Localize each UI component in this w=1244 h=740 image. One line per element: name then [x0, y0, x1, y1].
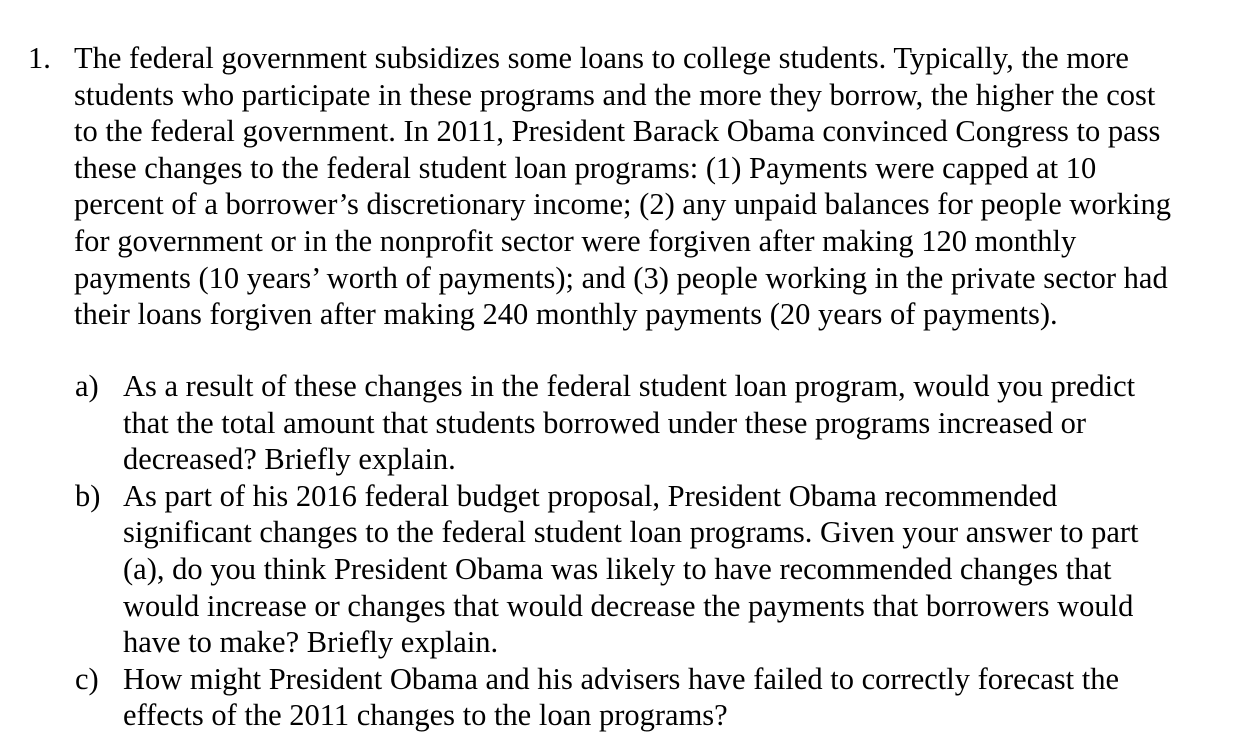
sub-question-b — [75, 478, 1225, 661]
sub-question-line: As part of his 2016 federal budget proposal, President Obama recommended — [123, 478, 1058, 513]
sub-question-line: decreased? Briefly explain. — [123, 442, 456, 477]
sub-question-line: have to make? Briefly explain. — [123, 625, 499, 660]
sub-question-line: As a result of these changes in the federal student loan program, would you predict — [123, 369, 1136, 403]
sub-question-line: would increase or changes that would decrease the payments that borrowers would — [123, 588, 1134, 623]
question-text — [74, 40, 1232, 333]
question-line: payments (10 years’ worth of payments); and (3) people working in the private sector had — [74, 260, 1168, 295]
sub-question-line: How might President Obama and his advisers have failed to correctly forecast the — [123, 661, 1120, 696]
question-line: for government or in the nonprofit sector were forgiven after making 120 monthly — [74, 223, 1077, 258]
question-line: The federal government subsidizes some loans to college students. Typically, the more — [74, 41, 1129, 75]
question-line: their loans forgiven after making 240 monthly payments (20 years of payments). — [74, 297, 1058, 332]
question-line: students who participate in these programs and the more they borrow, the higher the cost — [74, 77, 1156, 112]
sub-question-line: significant changes to the federal student loan programs. Given your answer to part — [123, 515, 1139, 550]
question-line: to the federal government. In 2011, President Barack Obama convinced Congress to pass — [74, 114, 1161, 149]
sub-question-a — [75, 368, 1225, 478]
sub-question-label: a) — [75, 369, 99, 403]
sub-question-line: (a), do you think President Obama was likely to have recommended changes that — [123, 551, 1112, 586]
sub-question-c — [75, 661, 1225, 734]
question-line: percent of a borrower’s discretionary income; (2) any unpaid balances for people working — [74, 187, 1172, 222]
sub-question-line: that the total amount that students borrowed under these programs increased or — [123, 405, 1087, 440]
sub-question-line: effects of the 2011 changes to the loan programs? — [123, 698, 728, 733]
sub-question-label: c) — [75, 661, 99, 696]
sub-question-label: b) — [75, 478, 101, 513]
question-number: 1. — [28, 41, 51, 75]
question-line: these changes to the federal student loan programs: (1) Payments were capped at 10 — [74, 150, 1097, 185]
sub-questions — [75, 368, 1225, 734]
